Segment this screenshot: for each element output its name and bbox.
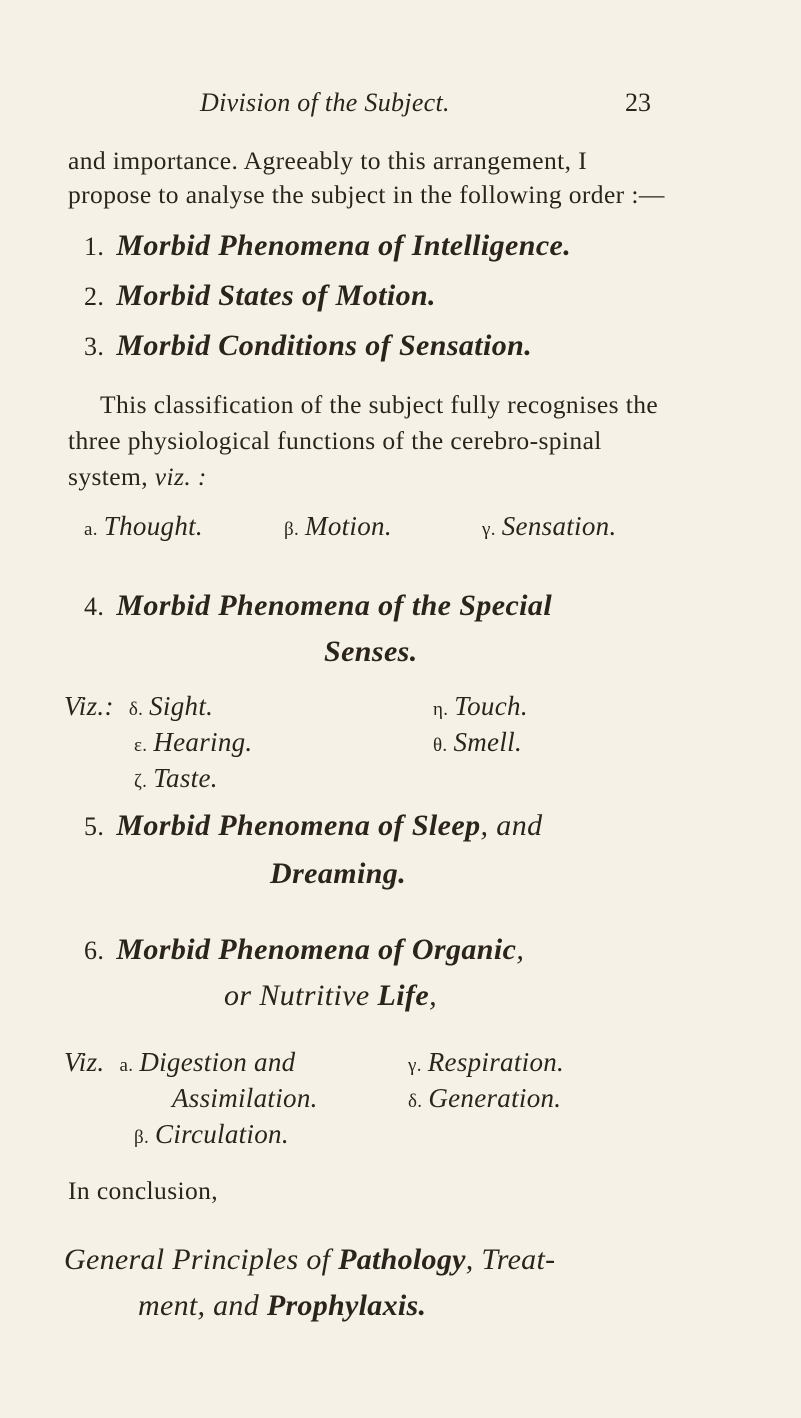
function-label: Thought.	[103, 511, 203, 541]
greek-letter: ε.	[134, 735, 148, 756]
viz-label: Viz.	[64, 1047, 105, 1077]
organic-circulation	[134, 1116, 289, 1156]
item-6-line-2	[224, 976, 437, 1016]
item-5-line-2: Dreaming.	[270, 857, 407, 890]
function-thought	[84, 508, 203, 548]
prophylaxis: Prophylaxis.	[266, 1289, 427, 1322]
conclusion-line-1	[64, 1240, 555, 1280]
item-5-line-1	[84, 806, 543, 847]
conclusion-of: of	[298, 1243, 339, 1276]
list-item-text: Morbid Phenomena of Intelligence.	[116, 229, 572, 262]
greek-letter: ζ.	[134, 771, 148, 792]
greek-letter: β.	[134, 1127, 150, 1148]
organic-row-1	[64, 1044, 295, 1084]
organic-label: Respiration.	[427, 1047, 565, 1077]
greek-letter: δ.	[408, 1091, 423, 1112]
greek-letter: γ.	[408, 1055, 422, 1076]
sense-label: Touch.	[454, 691, 528, 721]
sense-smell	[433, 724, 522, 764]
senses-row-1	[64, 688, 213, 728]
sense-taste	[134, 760, 218, 800]
item-5-text-c: , and	[480, 809, 543, 842]
ment: ment	[138, 1289, 198, 1322]
list-number: 3.	[84, 332, 105, 361]
classification-line-3-text: system,	[68, 462, 155, 491]
greek-letter: η.	[433, 699, 449, 720]
item-5-text-b: Sleep	[411, 809, 481, 842]
pathology: Pathology	[338, 1243, 466, 1276]
conclusion-intro: In conclusion,	[68, 1176, 219, 1205]
organic-label: Generation.	[428, 1083, 562, 1113]
sense-label: Smell.	[453, 727, 522, 757]
item-6-line-1	[84, 930, 524, 971]
greek-letter: a.	[119, 1055, 134, 1076]
list-item-text: Morbid States of Motion.	[116, 279, 436, 312]
list-number: 4.	[84, 592, 105, 621]
item-4-text: Morbid Phenomena of the Special	[116, 589, 553, 622]
sense-label: Sight.	[149, 691, 214, 721]
list-number: 5.	[84, 812, 105, 841]
list-item-2	[84, 276, 436, 317]
page-number: 23	[625, 88, 651, 117]
organic-generation	[408, 1080, 561, 1120]
viz-abbrev: viz. :	[154, 462, 207, 491]
item-4-line-1	[84, 586, 552, 627]
sense-touch	[433, 688, 528, 728]
sense-label: Hearing.	[153, 727, 253, 757]
list-number: 2.	[84, 282, 105, 311]
greek-letter: θ.	[433, 735, 448, 756]
greek-letter: a.	[84, 519, 98, 540]
sense-label: Taste.	[153, 763, 218, 793]
viz-label: Viz.:	[64, 691, 114, 721]
organic-respiration	[408, 1044, 564, 1084]
running-title: Division of the Subject.	[200, 88, 450, 117]
conclusion-and: , and	[197, 1289, 267, 1322]
intro-line-2: propose to analyse the subject in the following order :—	[68, 180, 665, 209]
organic-assimilation	[172, 1080, 318, 1116]
organic-label: Digestion and	[139, 1047, 296, 1077]
list-number: 1.	[84, 232, 105, 261]
list-number: 6.	[84, 936, 105, 965]
list-item-3	[84, 326, 532, 367]
organic-label: Assimilation.	[172, 1083, 318, 1113]
general-principles: General Principles	[64, 1243, 299, 1276]
item-6-or: or	[224, 979, 260, 1012]
greek-letter: β.	[284, 519, 300, 540]
item-6-text-a: Morbid Phenomena of	[116, 933, 412, 966]
classification-line-1: This classification of the subject fully recognises the	[100, 390, 659, 419]
greek-letter: γ.	[482, 519, 496, 540]
page-header	[0, 88, 801, 124]
list-item-1	[84, 226, 571, 267]
function-label: Motion.	[305, 511, 392, 541]
item-6-text-b: Organic	[411, 933, 517, 966]
conclusion-line-2	[138, 1286, 426, 1326]
item-6-life: Life	[377, 979, 430, 1012]
list-item-text: Morbid Conditions of Sensation.	[116, 329, 533, 362]
item-6-text-c: ,	[516, 933, 525, 966]
sense-hearing	[134, 724, 253, 764]
classification-line-3	[68, 458, 207, 495]
function-sensation	[482, 508, 617, 548]
item-4-line-2: Senses.	[324, 635, 418, 668]
greek-letter: δ.	[128, 699, 144, 720]
treat-hyphen: , Treat-	[465, 1243, 556, 1276]
item-6-comma: ,	[429, 979, 438, 1012]
item-6-nutritive: Nutritive	[259, 979, 370, 1012]
organic-label: Circulation.	[155, 1119, 289, 1149]
function-label: Sensation.	[501, 511, 617, 541]
classification-line-2: three physiological functions of the cerebro-spinal	[68, 426, 602, 455]
function-motion	[284, 508, 392, 548]
intro-line-1: and importance. Agreeably to this arrangement, I	[68, 146, 588, 175]
item-5-text-a: Morbid Phenomena of	[116, 809, 412, 842]
